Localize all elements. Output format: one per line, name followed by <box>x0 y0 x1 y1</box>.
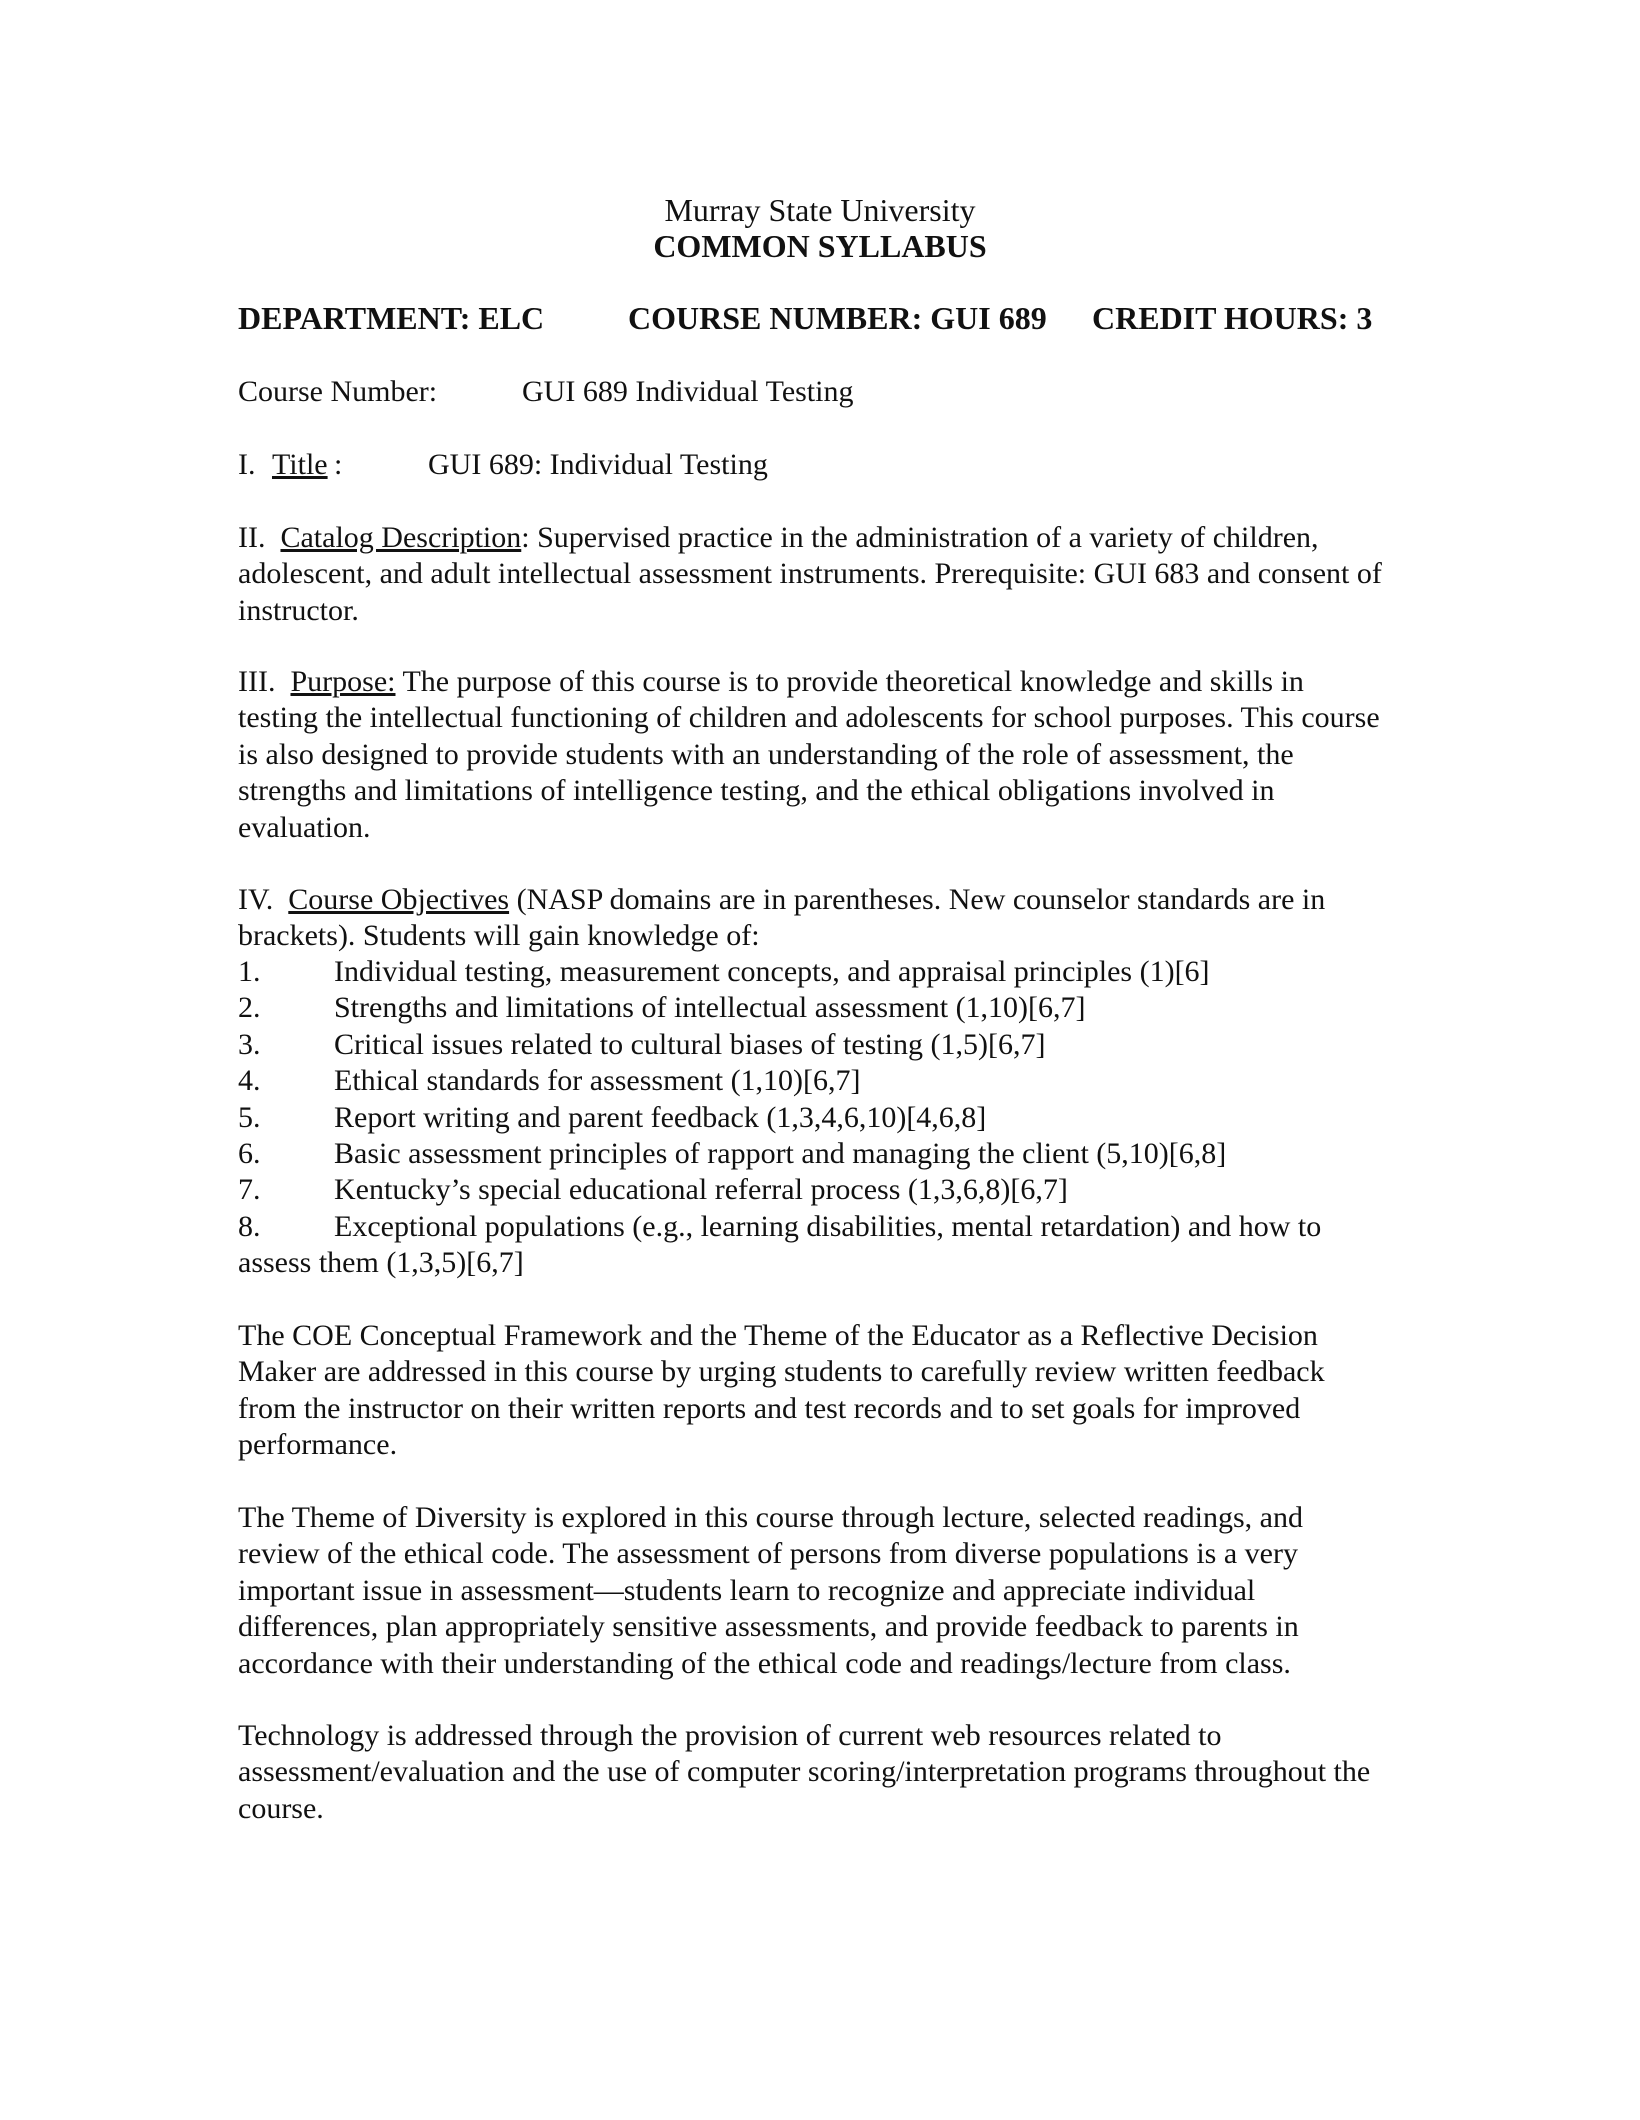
diversity-line: The Theme of Diversity is explored in this course through lecture, selected readings, and <box>238 1501 1303 1534</box>
title-section-colon: : <box>334 448 343 481</box>
course-number-line-value: GUI 689 Individual Testing <box>522 375 854 408</box>
framework-line: The COE Conceptual Framework and the Theme of the Educator as a Reflective Decision <box>238 1319 1318 1352</box>
university-name: Murray State University <box>664 192 976 228</box>
objectives-prefix: IV. <box>238 883 274 916</box>
list-item <box>238 954 1458 990</box>
purpose-line: testing the intellectual functioning of children and adolescents for school purposes. This course <box>238 701 1380 735</box>
diversity-line: accordance with their understanding of the ethical code and readings/lecture from class. <box>238 1646 1291 1680</box>
framework-line: Maker are addressed in this course by urging students to carefully review written feedback <box>238 1355 1325 1389</box>
framework-line: performance. <box>238 1428 398 1462</box>
list-item-number: 5. <box>238 1100 261 1134</box>
objectives-label: Course Objectives <box>288 883 510 916</box>
list-item <box>238 1136 1458 1172</box>
objectives-intro-line: (NASP domains are in parentheses. New counselor standards are in <box>509 883 1326 916</box>
technology-line: assessment/evaluation and the use of computer scoring/interpretation programs throughout the <box>238 1755 1371 1789</box>
list-item <box>238 1172 1458 1208</box>
list-item <box>238 990 1458 1026</box>
purpose-line: The purpose of this course is to provide theoretical knowledge and skills in <box>395 665 1304 698</box>
list-item-number: 2. <box>238 991 261 1025</box>
title-section-value: GUI 689: Individual Testing <box>428 448 768 481</box>
title-section-prefix: I. <box>238 448 256 481</box>
credit-hours-label: CREDIT HOURS: 3 <box>1092 300 1373 336</box>
department-label: DEPARTMENT: ELC <box>238 300 545 336</box>
purpose-line: evaluation. <box>238 810 371 844</box>
list-item <box>238 1027 1458 1063</box>
list-item-text-continued: assess them (1,3,5)[6,7] <box>238 1246 524 1280</box>
list-item-number: 7. <box>238 1173 261 1207</box>
list-item-text: Individual testing, measurement concepts, and appraisal principles (1)[6] <box>334 955 1210 988</box>
objectives-list <box>238 954 1458 1282</box>
list-item-text: Ethical standards for assessment (1,10)[6,7] <box>334 1064 861 1098</box>
list-item-text: Strengths and limitations of intellectual assessment (1,10)[6,7] <box>334 991 1086 1025</box>
list-item-text: Kentucky’s special educational referral process (1,3,6,8)[6,7] <box>334 1173 1068 1207</box>
title-section-label: Title <box>272 448 328 481</box>
technology-line: course. <box>238 1791 324 1825</box>
catalog-label: Catalog Description <box>280 521 522 554</box>
syllabus-title: COMMON SYLLABUS <box>653 228 987 264</box>
purpose-prefix: III. <box>238 665 276 698</box>
list-item-text: Basic assessment principles of rapport and managing the client (5,10)[6,8] <box>334 1136 1227 1170</box>
list-item-text: Critical issues related to cultural biases of testing (1,5)[6,7] <box>334 1027 1046 1061</box>
course-number-label: COURSE NUMBER: GUI 689 <box>628 300 1047 336</box>
list-item <box>238 1209 1458 1282</box>
catalog-line: adolescent, and adult intellectual assessment instruments. Prerequisite: GUI 683 and consent of <box>238 557 1382 591</box>
framework-paragraph <box>238 1318 1458 1464</box>
diversity-line: differences, plan appropriately sensitive assessments, and provide feedback to parents in <box>238 1610 1299 1644</box>
list-item-number: 4. <box>238 1064 261 1098</box>
purpose-line: is also designed to provide students with an understanding of the role of assessment, the <box>238 737 1294 771</box>
purpose-section <box>238 664 1458 846</box>
framework-line: from the instructor on their written reports and test records and to set goals for improved <box>238 1391 1301 1425</box>
course-number-line-label: Course Number: <box>238 375 438 408</box>
technology-paragraph <box>238 1718 1458 1827</box>
catalog-prefix: II. <box>238 521 266 554</box>
list-item-number: 3. <box>238 1027 261 1061</box>
purpose-label: Purpose: <box>290 665 396 698</box>
list-item-text: Report writing and parent feedback (1,3,4,6,10)[4,6,8] <box>334 1100 987 1134</box>
purpose-line: strengths and limitations of intelligence testing, and the ethical obligations involved in <box>238 774 1275 808</box>
diversity-line: important issue in assessment—students learn to recognize and appreciate individual <box>238 1573 1256 1607</box>
list-item-number: 1. <box>238 955 261 988</box>
list-item <box>238 1100 1458 1136</box>
catalog-line: : Supervised practice in the administration of a variety of children, <box>521 521 1319 554</box>
list-item-number: 8. <box>238 1209 261 1243</box>
objectives-intro-line: brackets). Students will gain knowledge of: <box>238 919 760 953</box>
list-item-text: Exceptional populations (e.g., learning disabilities, mental retardation) and how to <box>334 1209 1322 1243</box>
technology-line: Technology is addressed through the provision of current web resources related to <box>238 1719 1222 1752</box>
list-item <box>238 1063 1458 1099</box>
catalog-line: instructor. <box>238 593 359 627</box>
diversity-line: review of the ethical code. The assessment of persons from diverse populations is a very <box>238 1537 1298 1571</box>
objectives-intro <box>238 882 1458 955</box>
diversity-paragraph <box>238 1500 1458 1682</box>
catalog-description-section <box>238 520 1458 629</box>
list-item-number: 6. <box>238 1136 261 1170</box>
